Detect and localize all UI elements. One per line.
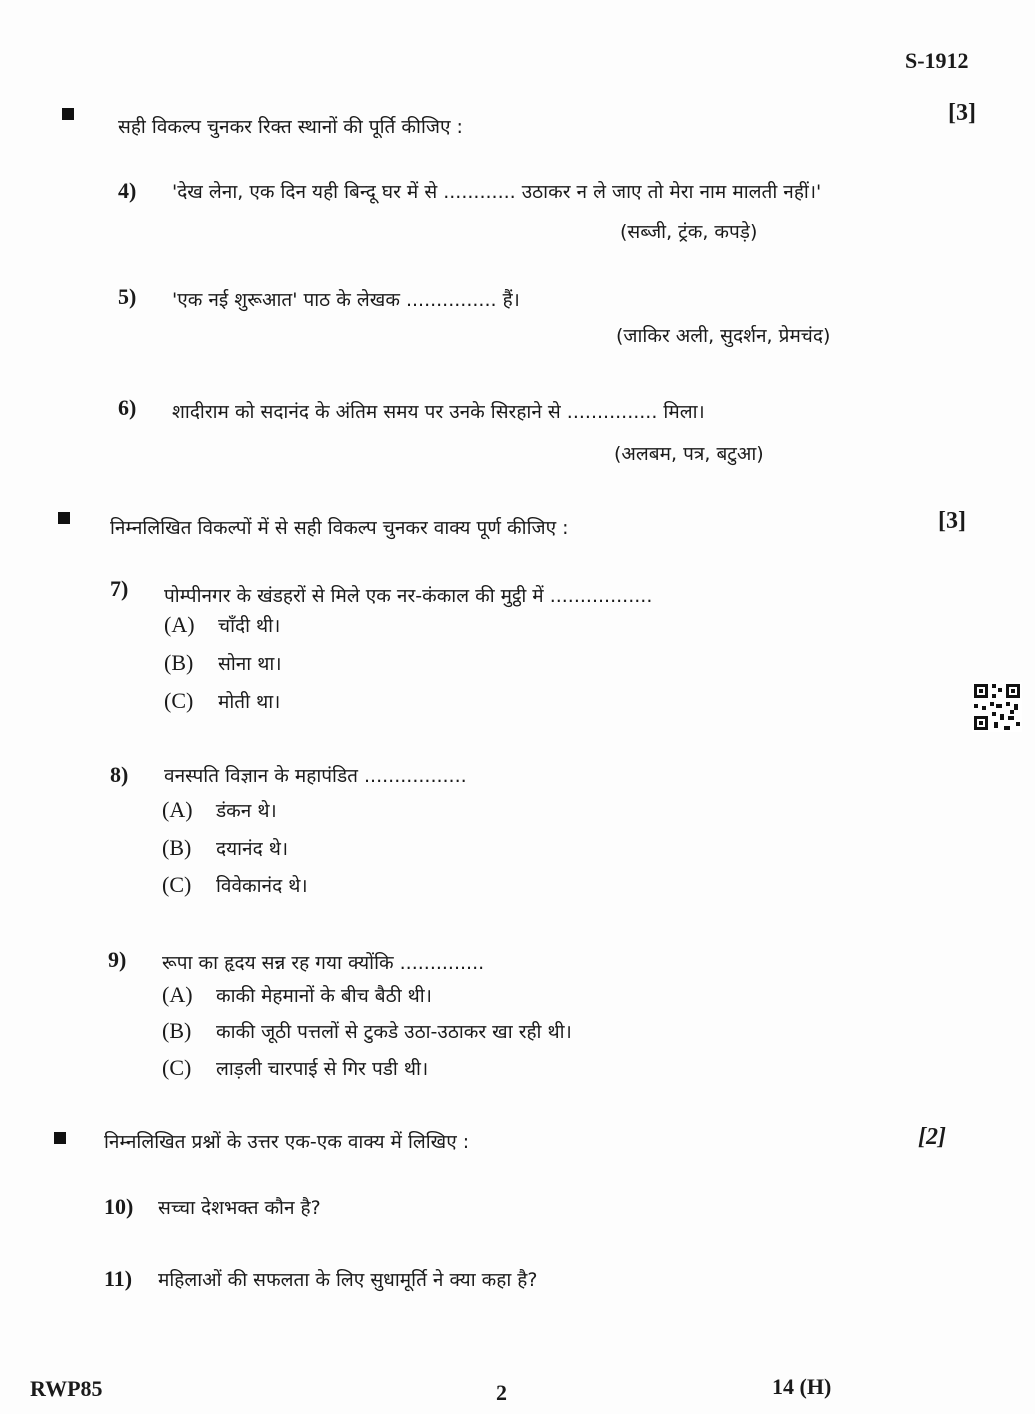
choice-option: (C) मोती था। — [164, 688, 281, 713]
question-options: (जाकिर अली, सुदर्शन, प्रेमचंद) — [616, 325, 831, 347]
section-2-marks: [3] — [938, 508, 966, 534]
choice-option: (A) डंकन थे। — [162, 797, 277, 822]
choice-option: (C) विवेकानंद थे। — [162, 872, 308, 897]
question-text: 'देख लेना, एक दिन यही बिन्दू घर में से ............ उठाकर न ले जाए तो मेरा नाम मालती नहीं।' — [172, 181, 822, 203]
paper-code: S-1912 — [905, 48, 969, 73]
question-number: 5) — [118, 284, 137, 309]
question-text: 'एक नई शुरूआत' पाठ के लेखक ............... हैं। — [172, 289, 520, 311]
question-text: रूपा का हृदय सन्न रह गया क्योंकि .............. — [162, 952, 485, 974]
question-text: महिलाओं की सफलता के लिए सुधामूर्ति ने क्या कहा है? — [158, 1269, 538, 1291]
page-number: 2 — [496, 1380, 507, 1405]
section-3-marks: [2] — [918, 1124, 946, 1150]
section-bullet — [58, 512, 70, 524]
qr-code-icon — [972, 682, 1022, 732]
section-bullet — [54, 1132, 66, 1144]
question-text: शादीराम को सदानंद के अंतिम समय पर उनके सिरहाने से ............... मिला। — [172, 401, 705, 423]
section-3-title: निम्नलिखित प्रश्नों के उत्तर एक-एक वाक्य में लिखिए : — [104, 1131, 470, 1153]
question-number: 9) — [108, 947, 127, 972]
choice-option: (B) सोना था। — [164, 650, 282, 675]
choice-option: (A) काकी मेहमानों के बीच बैठी थी। — [162, 982, 432, 1007]
question-number: 4) — [118, 178, 137, 203]
question-text: वनस्पति विज्ञान के महापंडित ................. — [164, 765, 467, 787]
section-bullet — [62, 108, 74, 120]
question-text: पोम्पीनगर के खंडहरों से मिले एक नर-कंकाल की मुट्ठी में ................. — [164, 585, 653, 607]
choice-option: (B) दयानंद थे। — [162, 835, 289, 860]
section-1-marks: [3] — [948, 100, 976, 126]
footer-right-code: 14 (H) — [772, 1374, 832, 1399]
section-2-title: निम्नलिखित विकल्पों में से सही विकल्प चुनकर वाक्य पूर्ण कीजिए : — [110, 517, 569, 539]
question-options: (अलबम, पत्र, बटुआ) — [614, 443, 764, 465]
question-options: (सब्जी, ट्रंक, कपड़े) — [620, 221, 758, 243]
choice-option: (A) चाँदी थी। — [164, 612, 281, 637]
question-number: 8) — [110, 762, 129, 787]
section-1-title: सही विकल्प चुनकर रिक्त स्थानों की पूर्ति कीजिए : — [118, 116, 463, 138]
question-number: 11) — [104, 1266, 133, 1291]
choice-option: (B) काकी जूठी पत्तलों से टुकडे उठा-उठाकर खा रही थी। — [162, 1018, 572, 1043]
choice-option: (C) लाड़ली चारपाई से गिर पडी थी। — [162, 1055, 429, 1080]
question-number: 7) — [110, 576, 129, 601]
question-text: सच्चा देशभक्त कौन है? — [158, 1197, 321, 1219]
question-number: 10) — [104, 1194, 134, 1219]
question-number: 6) — [118, 395, 137, 420]
footer-left-code: RWP85 — [30, 1376, 103, 1401]
